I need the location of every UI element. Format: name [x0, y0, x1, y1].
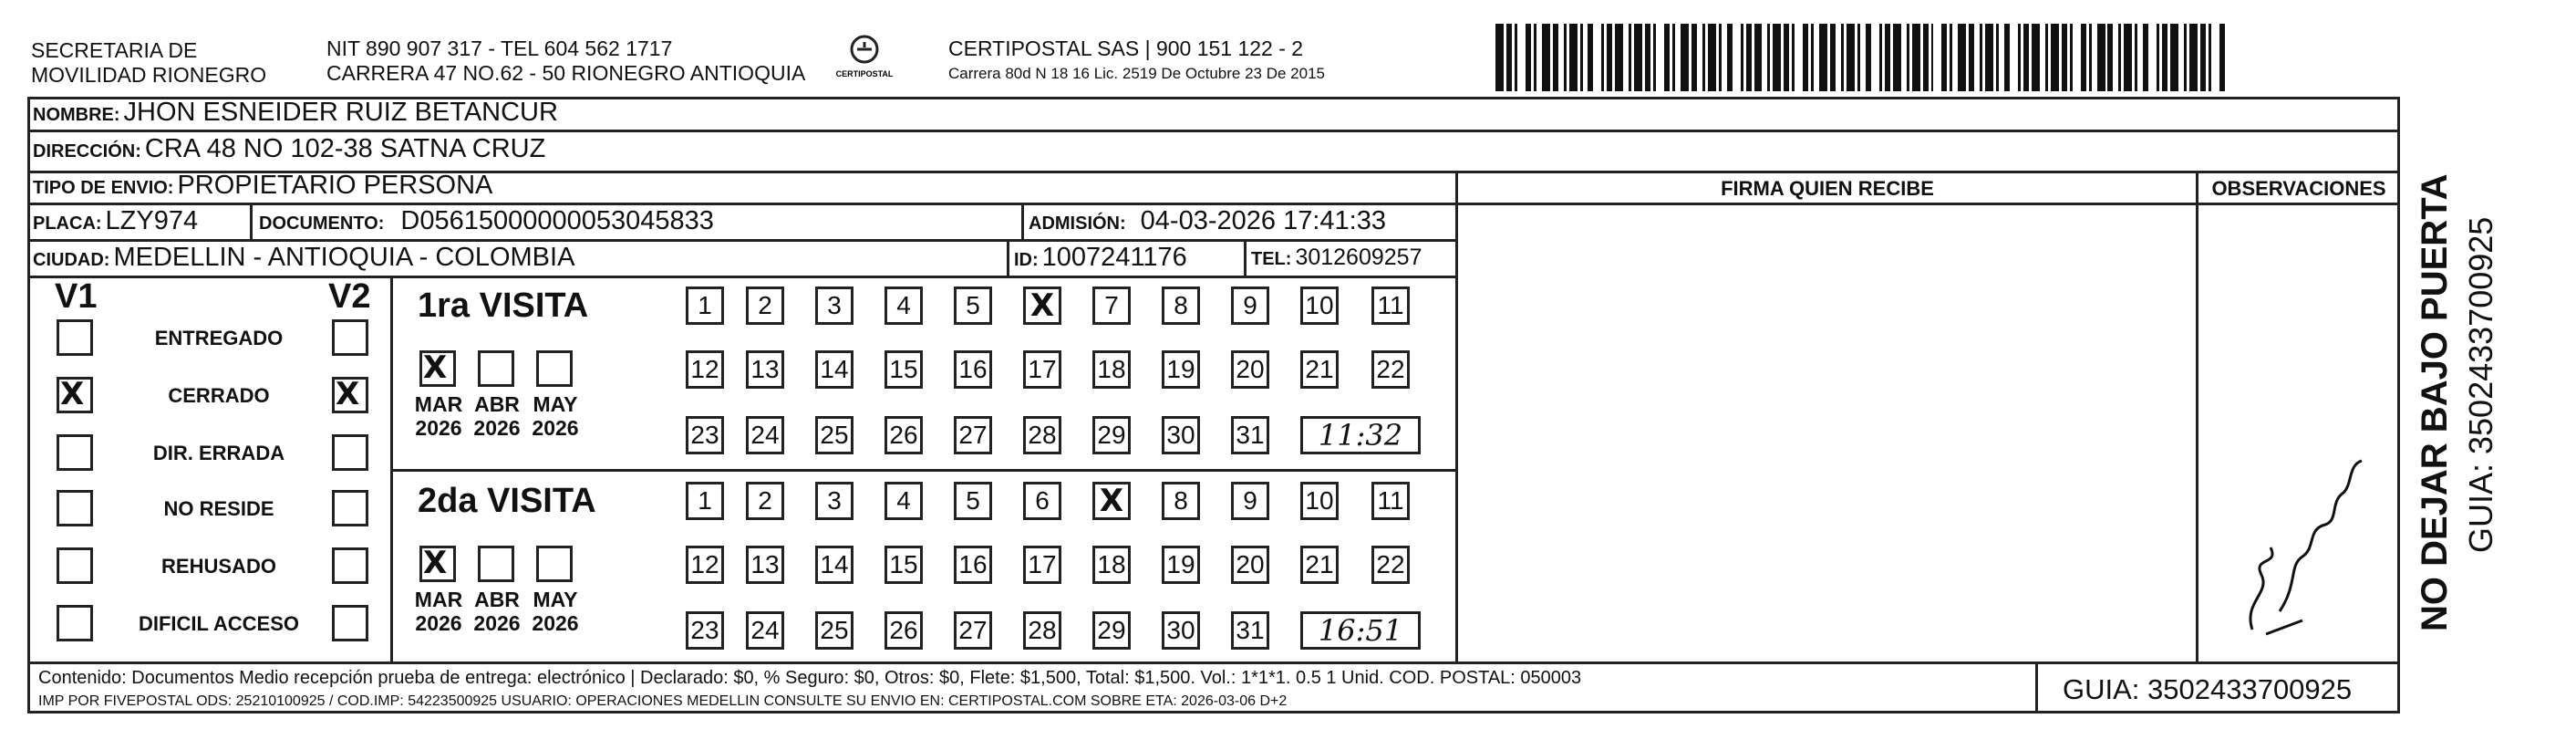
barcode-bar — [2148, 24, 2157, 91]
barcode-bar — [1593, 24, 1601, 91]
barcode-bar — [1819, 24, 1827, 91]
day-box: 9 — [1231, 286, 1269, 325]
barcode-image — [1495, 24, 2225, 91]
barcode-bar — [1517, 24, 1526, 91]
barcode-bar — [1985, 24, 1993, 91]
day-box: 10 — [1300, 286, 1339, 325]
barcode-bar — [1634, 24, 1642, 91]
day-box: 5 — [954, 286, 992, 325]
barcode-bar — [1795, 24, 1803, 91]
company-line-2: Carrera 80d N 18 16 Lic. 2519 De Octubre 23 De 2015 — [948, 65, 1325, 82]
day-box: 11 — [1371, 482, 1410, 520]
month-checkbox[interactable] — [419, 350, 456, 387]
day-box: 2 — [746, 482, 784, 520]
v1-checkbox[interactable] — [57, 319, 93, 356]
month-label — [523, 392, 587, 440]
company-info — [948, 36, 1325, 83]
day-box: 2 — [746, 286, 784, 325]
day-box: 3 — [815, 286, 853, 325]
day-box: 1 — [686, 482, 724, 520]
day-box: 12 — [686, 546, 724, 584]
check-mark-icon: X — [1099, 483, 1124, 519]
footer-guia: GUIA: 3502433700925 — [2063, 673, 2353, 705]
day-box: 12 — [686, 350, 724, 389]
v1-checkbox[interactable] — [57, 490, 93, 526]
v2-checkbox[interactable] — [332, 434, 368, 471]
placa-row — [33, 206, 198, 236]
visit-title: 1ra VISITA — [418, 286, 589, 325]
day-box: 18 — [1092, 350, 1131, 389]
visit-time-box: 11:32 — [1300, 416, 1421, 454]
nombre-value: JHON ESNEIDER RUIZ BETANCUR — [123, 98, 558, 127]
day-box: 31 — [1231, 611, 1269, 650]
observaciones-header: OBSERVACIONES — [2211, 177, 2386, 200]
barcode-bar — [2097, 24, 2105, 91]
documento-label: DOCUMENTO: — [259, 214, 385, 234]
month-checkbox[interactable] — [478, 350, 514, 387]
day-box: 21 — [1300, 546, 1339, 584]
status-label: DIFICIL ACCESO — [138, 612, 299, 635]
admision-label: ADMISIÓN: — [1029, 214, 1126, 234]
ciudad-label: CIUDAD: — [33, 250, 110, 270]
v2-header: V2 — [328, 277, 371, 316]
day-box: 23 — [686, 416, 724, 454]
month-year: 2026 — [532, 416, 579, 440]
day-box: 4 — [885, 286, 923, 325]
firma-header: FIRMA QUIEN RECIBE — [1721, 177, 1934, 200]
barcode-bar — [2073, 24, 2081, 91]
day-box: 11 — [1371, 286, 1410, 325]
barcode-bar — [1615, 24, 1623, 91]
day-box: 28 — [1023, 611, 1061, 650]
month-name: MAR — [414, 588, 463, 611]
footer-line-1: Contenido: Documentos Medio recepción prueba de entrega: electrónico | Declarado: $0, % Seguro: $0, Otros: $0, Flete: $1,500, Total: $1,500. Vol.: 1*1*1. 0.5 1 Unid. COD. POSTAL: 050003 — [38, 668, 1582, 688]
day-box: 31 — [1231, 416, 1269, 454]
month-year: 2026 — [415, 611, 462, 635]
visit-time-box: 16:51 — [1300, 611, 1421, 650]
tipo-label: TIPO DE ENVIO: — [33, 178, 174, 198]
day-box: 8 — [1162, 482, 1200, 520]
nombre-label: NOMBRE: — [33, 105, 120, 125]
column-divider — [2196, 171, 2198, 661]
day-box: 8 — [1162, 286, 1200, 325]
month-label — [465, 588, 529, 635]
issuer-line-2: MOVILIDAD RIONEGRO — [31, 63, 267, 87]
day-box: 21 — [1300, 350, 1339, 389]
side-warning: NO DEJAR BAJO PUERTA — [2415, 173, 2455, 631]
id-value: 1007241176 — [1041, 243, 1187, 272]
barcode-bar — [1912, 24, 1920, 91]
day-box: 18 — [1092, 546, 1131, 584]
issuer-contact — [326, 36, 805, 86]
barcode-bar — [1656, 24, 1664, 91]
barcode-bar — [2051, 24, 2059, 91]
day-box — [1092, 482, 1131, 520]
v1-checkbox[interactable] — [57, 377, 93, 413]
day-box: 28 — [1023, 416, 1061, 454]
v2-checkbox[interactable] — [332, 319, 368, 356]
month-label — [407, 588, 471, 635]
barcode-bar — [1681, 24, 1689, 91]
v2-checkbox[interactable] — [332, 605, 368, 641]
day-box: 9 — [1231, 482, 1269, 520]
month-checkbox[interactable] — [536, 546, 573, 582]
month-name: MAY — [533, 588, 578, 611]
admision-row — [1029, 206, 1386, 236]
day-box: 30 — [1162, 416, 1200, 454]
documento-value: D05615000000053045833 — [400, 206, 714, 235]
barcode-bar — [2211, 24, 2219, 91]
day-box: 17 — [1023, 546, 1061, 584]
barcode-bar — [1871, 24, 1879, 91]
day-box: 25 — [815, 611, 853, 650]
issuer-name — [31, 38, 266, 88]
certipostal-logo-icon — [832, 33, 897, 84]
barcode-bar — [1754, 24, 1763, 91]
visit-title: 2da VISITA — [418, 482, 596, 520]
v2-checkbox[interactable] — [332, 377, 368, 413]
tipo-row — [33, 171, 492, 201]
row-divider — [27, 239, 1455, 242]
check-mark-icon: X — [336, 376, 360, 412]
id-label: ID: — [1014, 250, 1039, 270]
day-box: 26 — [885, 611, 923, 650]
barcode-bar — [1893, 24, 1901, 91]
tipo-value: PROPIETARIO PERSONA — [177, 171, 493, 200]
day-box: 3 — [815, 482, 853, 520]
day-box: 23 — [686, 611, 724, 650]
day-box: 20 — [1231, 546, 1269, 584]
admision-value: 04-03-2026 17:41:33 — [1140, 206, 1386, 235]
footer-line-2: IMP POR FIVEPOSTAL ODS: 25210100925 / COD.IMP: 54223500925 USUARIO: OPERACIONES MEDELLIN CONSULTE SU ENVIO EN: CERTIPOSTAL.COM SOBRE ETA: 2026-03-06 D+2 — [38, 693, 1288, 709]
day-box: 15 — [885, 546, 923, 584]
month-name: MAY — [533, 392, 578, 416]
day-box: 27 — [954, 611, 992, 650]
day-box: 29 — [1092, 611, 1131, 650]
barcode-bar — [1733, 24, 1741, 91]
barcode-bar — [2032, 24, 2040, 91]
placa-label: PLACA: — [33, 214, 102, 234]
barcode-bar — [1847, 24, 1855, 91]
nit-line: NIT 890 907 317 - TEL 604 562 1717 — [326, 36, 673, 60]
day-box — [1023, 286, 1061, 325]
month-year: 2026 — [532, 611, 579, 635]
barcode-bar — [1933, 24, 1941, 91]
barcode-bar — [2170, 24, 2178, 91]
month-name: ABR — [474, 588, 520, 611]
logo-text: CERTIPOSTAL — [835, 69, 894, 78]
placa-value: LZY974 — [105, 206, 199, 235]
day-box: 5 — [954, 482, 992, 520]
documento-row — [259, 206, 714, 236]
day-box: 25 — [815, 416, 853, 454]
month-year: 2026 — [473, 611, 521, 635]
status-label: CERRADO — [168, 384, 270, 407]
day-box: 6 — [1023, 482, 1061, 520]
tel-value: 3012609257 — [1295, 245, 1422, 270]
nombre-row — [33, 98, 558, 128]
status-label: NO RESIDE — [163, 497, 274, 520]
company-line-1: CERTIPOSTAL SAS | 900 151 122 - 2 — [948, 36, 1304, 60]
barcode-bar — [1958, 24, 1966, 91]
month-name: MAR — [414, 392, 463, 416]
month-checkbox[interactable] — [419, 546, 456, 582]
ciudad-row — [33, 243, 574, 273]
v2-checkbox[interactable] — [332, 490, 368, 526]
day-box: 4 — [885, 482, 923, 520]
day-box: 10 — [1300, 482, 1339, 520]
month-year: 2026 — [473, 416, 521, 440]
day-box: 14 — [815, 546, 853, 584]
direccion-row — [33, 134, 545, 164]
day-box: 7 — [1092, 286, 1131, 325]
month-year: 2026 — [415, 416, 462, 440]
day-box: 17 — [1023, 350, 1061, 389]
row-divider — [27, 276, 1455, 278]
day-box: 30 — [1162, 611, 1200, 650]
barcode-bar — [2010, 24, 2018, 91]
day-box: 19 — [1162, 350, 1200, 389]
barcode-bar — [1495, 24, 1504, 91]
tel-row — [1251, 245, 1422, 271]
status-label: DIR. ERRADA — [152, 442, 285, 464]
row-divider — [27, 203, 2400, 205]
status-label: REHUSADO — [161, 555, 276, 578]
v1-checkbox[interactable] — [57, 605, 93, 641]
barcode-bar — [2189, 24, 2198, 91]
day-box: 22 — [1371, 350, 1410, 389]
column-divider — [1455, 171, 1458, 661]
recipient-signature — [2216, 438, 2380, 648]
day-box: 13 — [746, 350, 784, 389]
day-box: 16 — [954, 350, 992, 389]
v1-checkbox[interactable] — [57, 434, 93, 471]
side-guia: GUIA: 3502433700925 — [2462, 216, 2499, 553]
day-box: 19 — [1162, 546, 1200, 584]
v1-checkbox[interactable] — [57, 547, 93, 584]
check-mark-icon: X — [423, 545, 448, 581]
day-box: 13 — [746, 546, 784, 584]
issuer-line-1: SECRETARIA DE — [31, 38, 198, 62]
v1-header: V1 — [55, 277, 98, 316]
day-box: 29 — [1092, 416, 1131, 454]
direccion-label: DIRECCIÓN: — [33, 141, 141, 161]
direccion-value: CRA 48 NO 102-38 SATNA CRUZ — [144, 134, 546, 163]
id-row — [1014, 243, 1187, 273]
barcode-bar — [2219, 24, 2225, 91]
barcode-bar — [1542, 24, 1550, 91]
address-line: CARRERA 47 NO.62 - 50 RIONEGRO ANTIOQUIA — [326, 61, 806, 85]
month-label — [465, 392, 529, 440]
month-label — [407, 392, 471, 440]
column-divider — [2035, 661, 2038, 714]
check-mark-icon: X — [423, 349, 448, 386]
footer-divider — [27, 661, 2400, 664]
check-mark-icon: X — [60, 376, 85, 412]
barcode-bar — [1569, 24, 1578, 91]
day-box: 20 — [1231, 350, 1269, 389]
check-mark-icon: X — [1029, 287, 1055, 324]
day-box: 16 — [954, 546, 992, 584]
day-box: 15 — [885, 350, 923, 389]
status-label: ENTREGADO — [154, 327, 284, 349]
day-box: 14 — [815, 350, 853, 389]
tel-label: TEL: — [1251, 249, 1292, 269]
day-box: 22 — [1371, 546, 1410, 584]
day-box: 26 — [885, 416, 923, 454]
day-box: 27 — [954, 416, 992, 454]
ciudad-value: MEDELLIN - ANTIOQUIA - COLOMBIA — [113, 243, 575, 272]
month-checkbox[interactable] — [478, 546, 514, 582]
row-divider — [27, 130, 2400, 132]
barcode-bar — [1708, 24, 1716, 91]
day-box: 1 — [686, 286, 724, 325]
month-checkbox[interactable] — [536, 350, 573, 387]
day-box: 24 — [746, 416, 784, 454]
day-box: 24 — [746, 611, 784, 650]
barcode-bar — [1773, 24, 1781, 91]
v2-checkbox[interactable] — [332, 547, 368, 584]
month-label — [523, 588, 587, 635]
month-name: ABR — [474, 392, 520, 416]
barcode-bar — [2124, 24, 2132, 91]
